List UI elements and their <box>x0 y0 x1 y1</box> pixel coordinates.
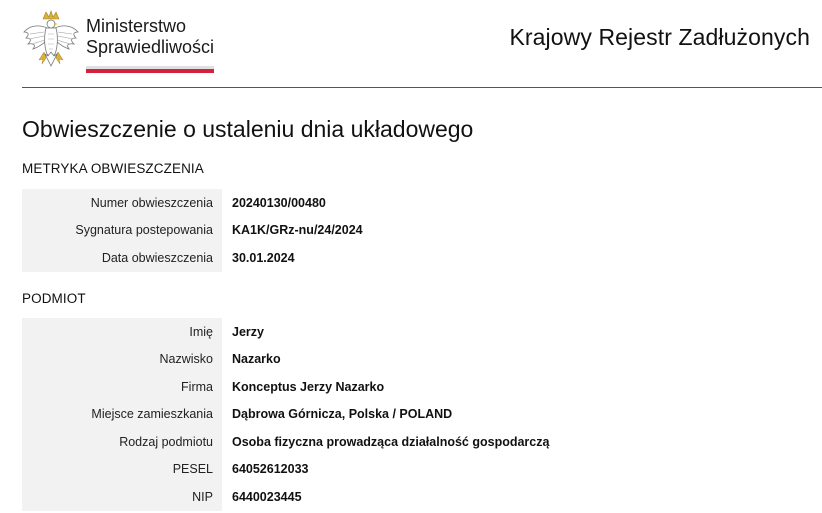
field-value: 6440023445 <box>232 489 302 504</box>
table-row <box>22 189 363 217</box>
flag-bar <box>86 66 214 73</box>
section-heading-metryka: METRYKA OBWIESZCZENIA <box>22 161 204 176</box>
field-label: Numer obwieszczenia <box>22 189 222 217</box>
ministry-name <box>86 16 214 58</box>
field-label: Nazwisko <box>22 346 222 374</box>
registry-title: Krajowy Rejestr Zadłużonych <box>509 24 810 50</box>
field-value: Nazarko <box>232 352 281 367</box>
field-label: Sygnatura postepowania <box>22 217 222 245</box>
field-value: 64052612033 <box>232 462 309 477</box>
table-row <box>22 244 363 272</box>
field-value: Dąbrowa Górnicza, Polska / POLAND <box>232 407 453 422</box>
field-value: Konceptus Jerzy Nazarko <box>232 379 385 394</box>
table-row <box>22 401 549 429</box>
table-row <box>22 217 363 245</box>
table-row <box>22 346 549 374</box>
field-value: Osoba fizyczna prowadząca działalność gospodarczą <box>232 434 550 449</box>
flag-stripe-red <box>86 69 214 73</box>
field-value: 20240130/00480 <box>232 195 326 210</box>
field-value: KA1K/GRz-nu/24/2024 <box>232 223 363 238</box>
ministry-name-line1: Ministerstwo <box>86 16 187 36</box>
field-label: Imię <box>22 318 222 346</box>
table-row <box>22 318 549 346</box>
table-row <box>22 456 549 484</box>
site-header <box>0 0 822 88</box>
field-label: PESEL <box>22 456 222 484</box>
polish-eagle-emblem-icon <box>22 10 80 74</box>
page-title: Obwieszczenie o ustaleniu dnia układowego <box>22 116 474 142</box>
field-label: Firma <box>22 373 222 401</box>
field-label: Miejsce zamieszkania <box>22 401 222 429</box>
metryka-table <box>22 189 363 272</box>
podmiot-table <box>22 318 549 511</box>
table-row <box>22 428 549 456</box>
field-label: Rodzaj podmiotu <box>22 428 222 456</box>
ministry-name-line2: Sprawiedliwości <box>86 37 215 57</box>
field-value: 30.01.2024 <box>232 250 295 265</box>
table-row <box>22 483 549 511</box>
header-divider <box>22 87 822 88</box>
table-row <box>22 373 549 401</box>
field-label: NIP <box>22 483 222 511</box>
section-heading-podmiot: PODMIOT <box>22 291 86 306</box>
field-value: Jerzy <box>232 324 264 339</box>
field-label: Data obwieszczenia <box>22 244 222 272</box>
